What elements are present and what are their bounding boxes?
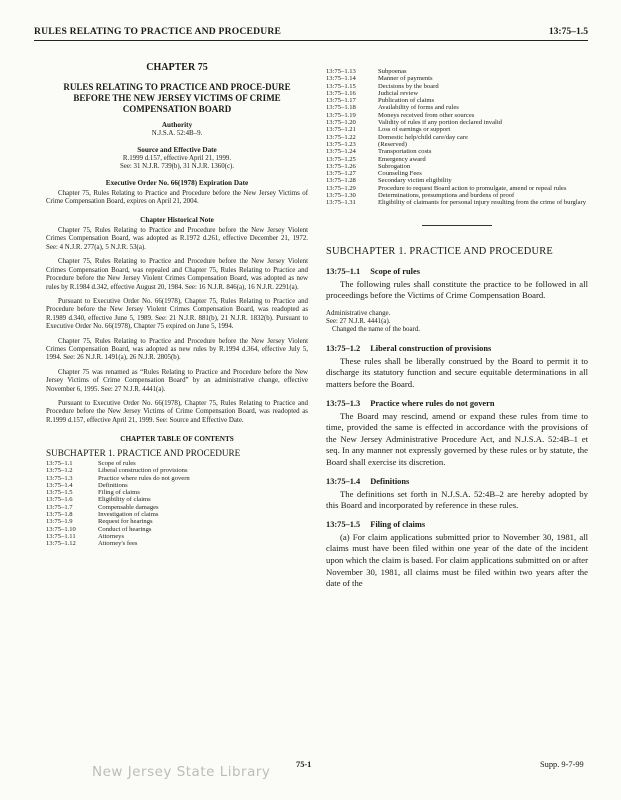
toc-number: 13:75–1.20 bbox=[326, 119, 356, 127]
toc-title: Publication of claims bbox=[378, 97, 435, 105]
toc-title: Decisions by the board bbox=[378, 82, 439, 90]
toc-number: 13:75–1.24 bbox=[326, 148, 356, 156]
toc-title: Filing of claims bbox=[98, 489, 140, 497]
toc-number: 13:75–1.17 bbox=[326, 97, 356, 105]
toc-row bbox=[46, 482, 190, 489]
toc-row bbox=[326, 97, 586, 104]
toc-number: 13:75–1.22 bbox=[326, 133, 356, 141]
toc-row bbox=[46, 518, 190, 525]
historical-note-paragraph: Pursuant to Executive Order No. 66(1978), Chapter 75, Rules Relating to Practice and Procedure before the New Jersey Victims of Crime Compensation Board, was readopted as R.1999 d.157, effective April 21, 1999. See: Source and Effective Date. bbox=[46, 399, 308, 424]
exec-order-heading: Executive Order No. 66(1978) Expiration Date bbox=[105, 179, 249, 188]
toc-title: Availability of forms and rules bbox=[378, 104, 459, 112]
header-section-number: 13:75–1.5 bbox=[548, 26, 588, 37]
toc-row bbox=[46, 511, 190, 518]
toc-number: 13:75–1.2 bbox=[46, 467, 73, 475]
source-heading: Source and Effective Date bbox=[137, 146, 217, 155]
toc-row bbox=[326, 148, 586, 155]
toc-title: Determinations, presumptions and burdens of proof bbox=[378, 192, 515, 200]
toc-number: 13:75–1.11 bbox=[46, 532, 76, 540]
toc-row bbox=[326, 68, 586, 75]
toc-number: 13:75–1.18 bbox=[326, 104, 356, 112]
section-title: Practice where rules do not govern bbox=[370, 398, 495, 408]
toc-row bbox=[46, 489, 190, 496]
supplement-date: Supp. 9-7-99 bbox=[540, 760, 584, 769]
right-column bbox=[326, 68, 588, 590]
section-number: 13:75–1.4 bbox=[326, 476, 361, 486]
admin-note-line: Changed the name of the board. bbox=[332, 325, 421, 333]
toc-title: Liberal construction of provisions bbox=[98, 467, 188, 475]
toc-title: Procedure to request Board action to promulgate, amend or repeal rules bbox=[378, 184, 567, 192]
section-text: The definitions set forth in N.J.S.A. 52:4B–2 are hereby adopted by this Board and incorporated by reference in these rules. bbox=[326, 488, 588, 511]
section-title: Liberal construction of provisions bbox=[370, 343, 492, 353]
toc-title: Attorneys bbox=[98, 532, 125, 540]
toc-number: 13:75–1.4 bbox=[46, 481, 73, 489]
section-title: Filing of claims bbox=[370, 519, 426, 529]
library-stamp: New Jersey State Library bbox=[92, 764, 271, 780]
toc-title: Counseling Fees bbox=[378, 170, 422, 178]
toc-title: Emergency award bbox=[378, 155, 426, 163]
chapter-title: RULES RELATING TO PRACTICE AND PROCE-DURE BEFORE THE NEW JERSEY VICTIMS OF CRIME COMPENSATION BOARD bbox=[63, 82, 291, 115]
toc-title: Attorney's fees bbox=[98, 540, 138, 548]
section-number: 13:75–1.3 bbox=[326, 398, 361, 408]
toc-number: 13:75–1.25 bbox=[326, 155, 356, 163]
toc-row bbox=[46, 475, 190, 482]
toc-title: Judicial review bbox=[378, 89, 419, 97]
toc-row bbox=[326, 75, 586, 82]
toc-title: Moneys received from other sources bbox=[378, 111, 475, 119]
section-heading bbox=[326, 399, 588, 408]
toc-number: 13:75–1.14 bbox=[326, 75, 356, 83]
toc-row bbox=[326, 170, 586, 177]
toc-title: Eligibility of claims bbox=[98, 496, 151, 504]
toc-row bbox=[326, 119, 586, 126]
toc-title: Manner of payments bbox=[378, 75, 433, 83]
source-line-1: R.1999 d.157, effective April 21, 1999. bbox=[122, 154, 232, 162]
toc-number: 13:75–1.19 bbox=[326, 111, 356, 119]
toc-number: 13:75–1.9 bbox=[46, 518, 73, 526]
toc-number: 13:75–1.10 bbox=[46, 525, 76, 533]
historical-note-heading: Chapter Historical Note bbox=[140, 215, 214, 224]
toc-row bbox=[326, 199, 586, 206]
toc-number: 13:75–1.7 bbox=[46, 503, 73, 511]
running-header bbox=[34, 26, 588, 41]
toc-number: 13:75–1.1 bbox=[46, 460, 73, 467]
toc-title: Request for hearings bbox=[98, 518, 153, 526]
section-title: Definitions bbox=[370, 476, 410, 486]
toc-title: (Reserved) bbox=[378, 140, 407, 148]
historical-note-paragraph: Chapter 75 was renamed as “Rules Relating to Practice and Procedure before the New Jersey Victims of Crime Compensation Board” by an administrative change, effective November 6, 1995. See: 27 N.J.R. 4441(a). bbox=[46, 368, 308, 393]
toc-number: 13:75–1.12 bbox=[46, 540, 76, 548]
subchapter-title: SUBCHAPTER 1. PRACTICE AND PROCEDURE bbox=[326, 245, 553, 257]
toc-number: 13:75–1.30 bbox=[326, 192, 356, 200]
toc-number: 13:75–1.15 bbox=[326, 82, 356, 90]
section-heading bbox=[326, 344, 588, 353]
toc-number: 13:75–1.5 bbox=[46, 489, 73, 497]
chapter-number: CHAPTER 75 bbox=[146, 62, 208, 73]
toc-number: 13:75–1.23 bbox=[326, 140, 356, 148]
section-text: The Board may rescind, amend or expand these rules from time to time, provided the same is effected in accordance with the provisions of the New Jersey Administrative Procedure Act, and N.J.S.A. 52:4B–1 et seq. In any manner not expressly governed by these rules or by statute, the Board shall exercise its discretion. bbox=[326, 410, 588, 467]
toc-table-right bbox=[326, 68, 586, 207]
toc-title: Validity of rules if any portion declared invalid bbox=[378, 119, 502, 127]
toc-number: 13:75–1.31 bbox=[326, 199, 356, 207]
toc-title: Loss of earnings or support bbox=[378, 126, 451, 134]
toc-title: Transportation costs bbox=[378, 148, 432, 156]
toc-title: Conduct of hearings bbox=[98, 525, 152, 533]
section-text: These rules shall be liberally construed by the Board to permit it to discharge its statutory function and secure equitable determinations in all matters before the Board. bbox=[326, 355, 588, 390]
toc-row bbox=[326, 134, 586, 141]
toc-subchapter-title: SUBCHAPTER 1. PRACTICE AND PROCEDURE bbox=[46, 447, 241, 458]
toc-row bbox=[46, 460, 190, 467]
toc-number: 13:75–1.28 bbox=[326, 177, 356, 185]
toc-title: Eligibility of claimants for personal injury resulting from the crime of burglary bbox=[378, 199, 587, 207]
toc-row bbox=[326, 104, 586, 111]
toc-row bbox=[326, 90, 586, 97]
toc-title: Scope of rules bbox=[98, 460, 136, 467]
section-divider bbox=[422, 225, 492, 226]
toc-row bbox=[46, 467, 190, 474]
page-number: 75-1 bbox=[296, 760, 312, 769]
admin-note bbox=[326, 310, 588, 334]
historical-note-paragraph: Pursuant to Executive Order No. 66(1978), Chapter 75, Rules Relating to Practice and Procedure before the New Jersey Violent Crimes Compensation Board, was readopted as R.1989 d.340, effective June 5, 1989. See: 21 N.J.R. 881(b), 21 N.J.R. 1832(b). Pursuant to Executive Order No. 66(1978), Chapter 75 expired on June 5, 1994. bbox=[46, 297, 308, 331]
toc-row bbox=[326, 83, 586, 90]
toc-title: Domestic help/child care/day care bbox=[378, 133, 468, 141]
toc-number: 13:75–1.3 bbox=[46, 474, 73, 482]
toc-title: Compensable damages bbox=[98, 503, 159, 511]
toc-title: Subrogation bbox=[378, 162, 411, 170]
toc-row bbox=[326, 192, 586, 199]
authority-text: N.J.S.A. 52:4B–9. bbox=[151, 129, 203, 137]
toc-row bbox=[326, 163, 586, 170]
source-line-2: See: 31 N.J.R. 739(b), 31 N.J.R. 1360(c). bbox=[119, 163, 235, 171]
toc-row bbox=[326, 112, 586, 119]
section-number: 13:75–1.1 bbox=[326, 266, 361, 276]
section-heading bbox=[326, 267, 588, 276]
toc-row bbox=[46, 533, 190, 540]
toc-number: 13:75–1.21 bbox=[326, 126, 356, 134]
header-title: RULES RELATING TO PRACTICE AND PROCEDURE bbox=[34, 26, 282, 37]
exec-order-text: Chapter 75, Rules Relating to Practice and Procedure before the New Jersey Victims of Crime Compensation Board, expires on April 21, 2004. bbox=[46, 189, 308, 206]
section-heading bbox=[326, 477, 588, 486]
admin-note-line: See: 27 N.J.R. 4441(a). bbox=[326, 317, 391, 325]
toc-number: 13:75–1.27 bbox=[326, 170, 356, 178]
section-title: Scope of rules bbox=[370, 266, 420, 276]
toc-row bbox=[46, 504, 190, 511]
toc-row bbox=[326, 177, 586, 184]
toc-number: 13:75–1.26 bbox=[326, 162, 356, 170]
toc-row bbox=[326, 185, 586, 192]
toc-number: 13:75–1.16 bbox=[326, 89, 356, 97]
historical-note-paragraph: Chapter 75, Rules Relating to Practice and Procedure before the New Jersey Violent Crimes Compensation Board, was repealed and Chapter 75, Rules Relating to Practice and Procedure before the New Jersey Violent Crimes Compensation Board, was adopted as new rules by R.1984 d.342, effective August 20, 1984. See: 16 N.J.R. 846(a), 16 N.J.R. 2291(a). bbox=[46, 258, 308, 291]
historical-note-paragraph: Chapter 75, Rules Relating to Practice and Procedure before the New Jersey Violent Crimes Compensation Board, was adopted as R.1972 d.261, effective December 21, 1972. See: 4 N.J.R. 277(a), 5 N.J.R. 53(a). bbox=[46, 227, 308, 251]
toc-number: 13:75–1.29 bbox=[326, 184, 356, 192]
toc-row bbox=[46, 526, 190, 533]
toc-heading: CHAPTER TABLE OF CONTENTS bbox=[120, 435, 234, 444]
toc-number: 13:75–1.6 bbox=[46, 496, 73, 504]
section-heading bbox=[326, 520, 588, 529]
toc-table-left bbox=[46, 460, 190, 548]
toc-title: Subpoenas bbox=[378, 68, 407, 75]
admin-note-line: Administrative change. bbox=[326, 309, 391, 317]
toc-row bbox=[46, 496, 190, 503]
toc-title: Practice where rules do not govern bbox=[98, 474, 190, 482]
left-column bbox=[46, 64, 308, 548]
toc-number: 13:75–1.13 bbox=[326, 68, 356, 75]
section-number: 13:75–1.2 bbox=[326, 343, 361, 353]
toc-row bbox=[326, 156, 586, 163]
toc-title: Secondary victim eligibility bbox=[378, 177, 452, 185]
toc-title: Investigation of claims bbox=[98, 511, 159, 519]
section-text: (a) For claim applications submitted prior to November 30, 1981, all claims must have been filed within one year of the date of the incident upon which the claim is based. For claim applications submitted on or after November 30, 1981, all claims must be filed within two years after the date of the bbox=[326, 531, 588, 589]
toc-number: 13:75–1.8 bbox=[46, 511, 73, 519]
toc-row bbox=[326, 126, 586, 133]
toc-row bbox=[326, 141, 586, 148]
toc-row bbox=[46, 540, 190, 547]
historical-note-paragraph: Chapter 75, Rules Relating to Practice and Procedure before the New Jersey Violent Crimes Compensation Board, was adopted as new rules by R.1994 d.364, effective July 5, 1994. See: 26 N.J.R. 1491(a), 26 N.J.R. 2805(b). bbox=[46, 337, 308, 362]
authority-heading: Authority bbox=[161, 121, 193, 130]
section-text: The following rules shall constitute the practice to be followed in all proceedings before the Victims of Crime Compensation Board. bbox=[326, 278, 588, 301]
toc-title: Definitions bbox=[98, 481, 128, 489]
section-number: 13:75–1.5 bbox=[326, 519, 361, 529]
